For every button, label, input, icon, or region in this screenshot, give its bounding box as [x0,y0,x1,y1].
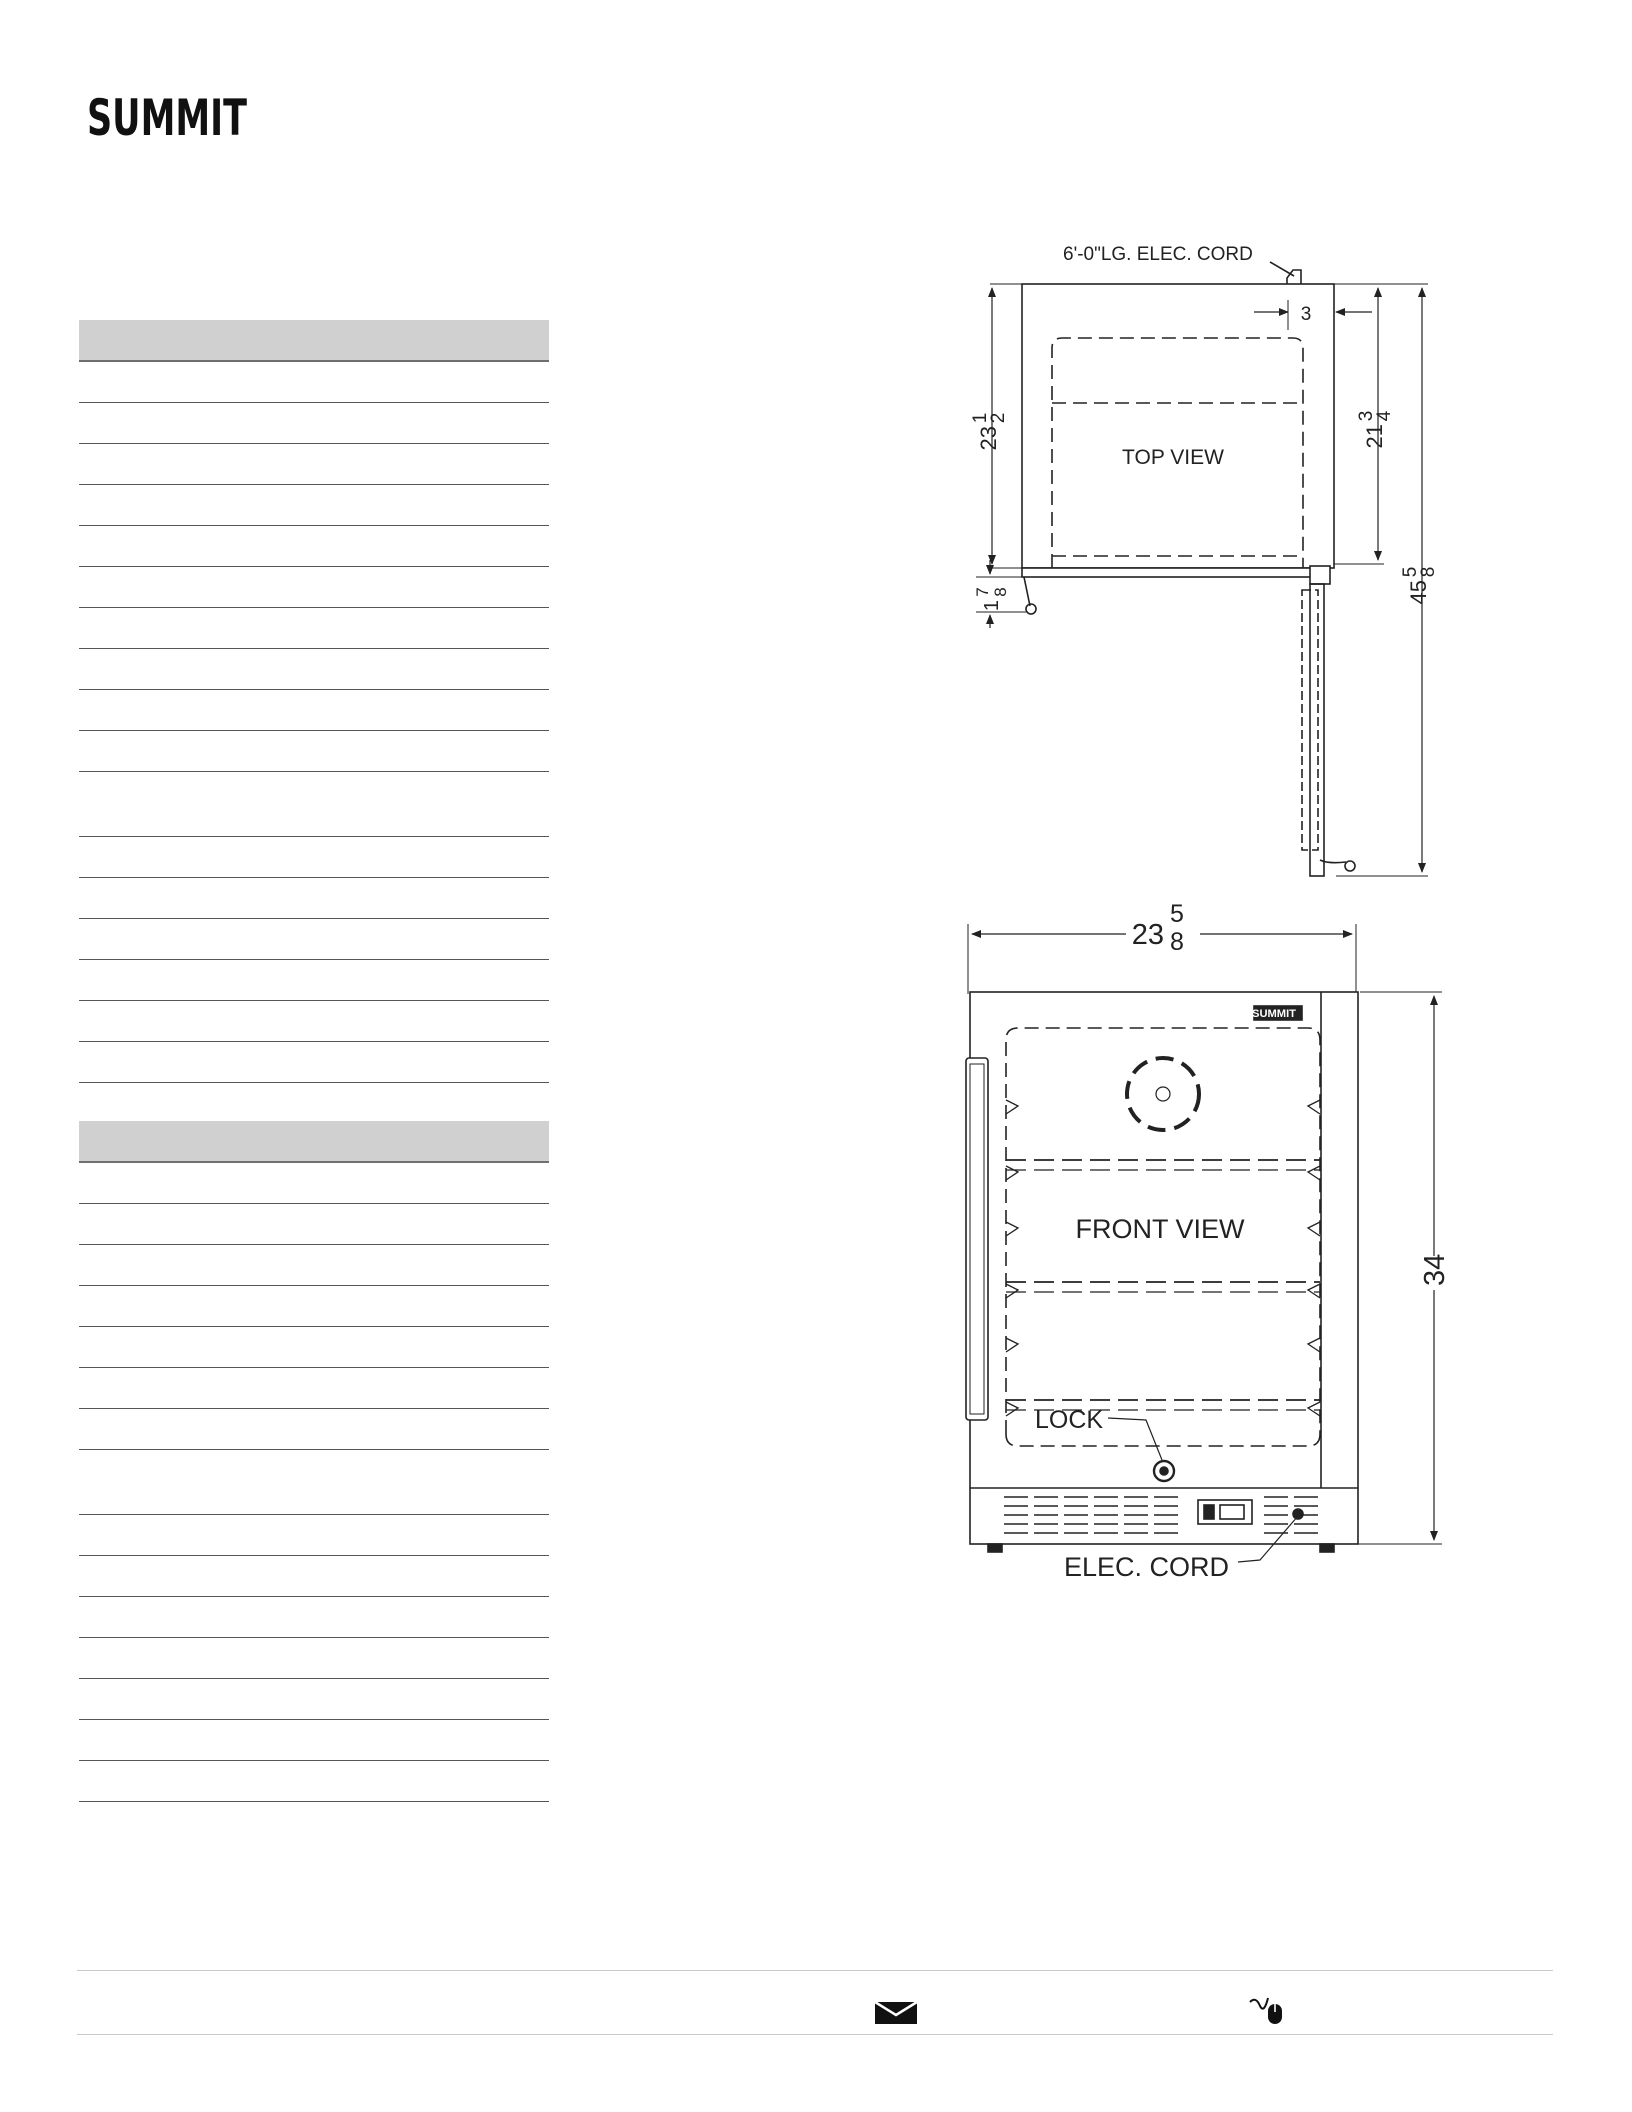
svg-text:8: 8 [1170,928,1184,956]
svg-text:7: 7 [973,587,992,597]
dim-height: 34 [1419,1253,1451,1286]
svg-text:8: 8 [991,587,1010,597]
svg-text:3: 3 [1356,410,1377,422]
top-view-label: TOP VIEW [1122,446,1224,469]
svg-text:21: 21 [1362,424,1387,449]
envelope-icon [874,2000,918,2026]
svg-text:1: 1 [970,412,991,424]
mouse-icon [1248,1992,1288,2026]
lock-label: LOCK [1035,1406,1104,1434]
top-view [976,262,1428,876]
svg-text:1: 1 [981,600,1003,612]
footer-bottom-rule [77,2034,1553,2035]
dim-top-offset: 3 [1300,304,1312,325]
svg-text:5: 5 [1400,566,1421,578]
dim-door-thickness [973,587,1010,611]
svg-text:45: 45 [1406,580,1431,605]
svg-text:23: 23 [976,426,1001,451]
svg-text:23: 23 [1131,919,1164,951]
front-badge: SUMMIT [1252,1008,1297,1020]
svg-text:5: 5 [1170,900,1184,928]
svg-text:SUMMIT: SUMMIT [87,89,247,147]
elec-cord-label: ELEC. CORD [1064,1552,1230,1582]
dim-inner-depth [1356,410,1395,448]
dim-width [1132,900,1184,956]
cord-length-label: 6'-0"LG. ELEC. CORD [1063,244,1253,265]
dim-door-open [1400,567,1439,605]
svg-text:4: 4 [1374,410,1395,422]
front-view-label: FRONT VIEW [1075,1214,1245,1244]
dim-depth [970,413,1009,451]
svg-text:2: 2 [988,412,1009,424]
svg-text:8: 8 [1418,566,1439,578]
footer-top-rule [77,1970,1553,1971]
